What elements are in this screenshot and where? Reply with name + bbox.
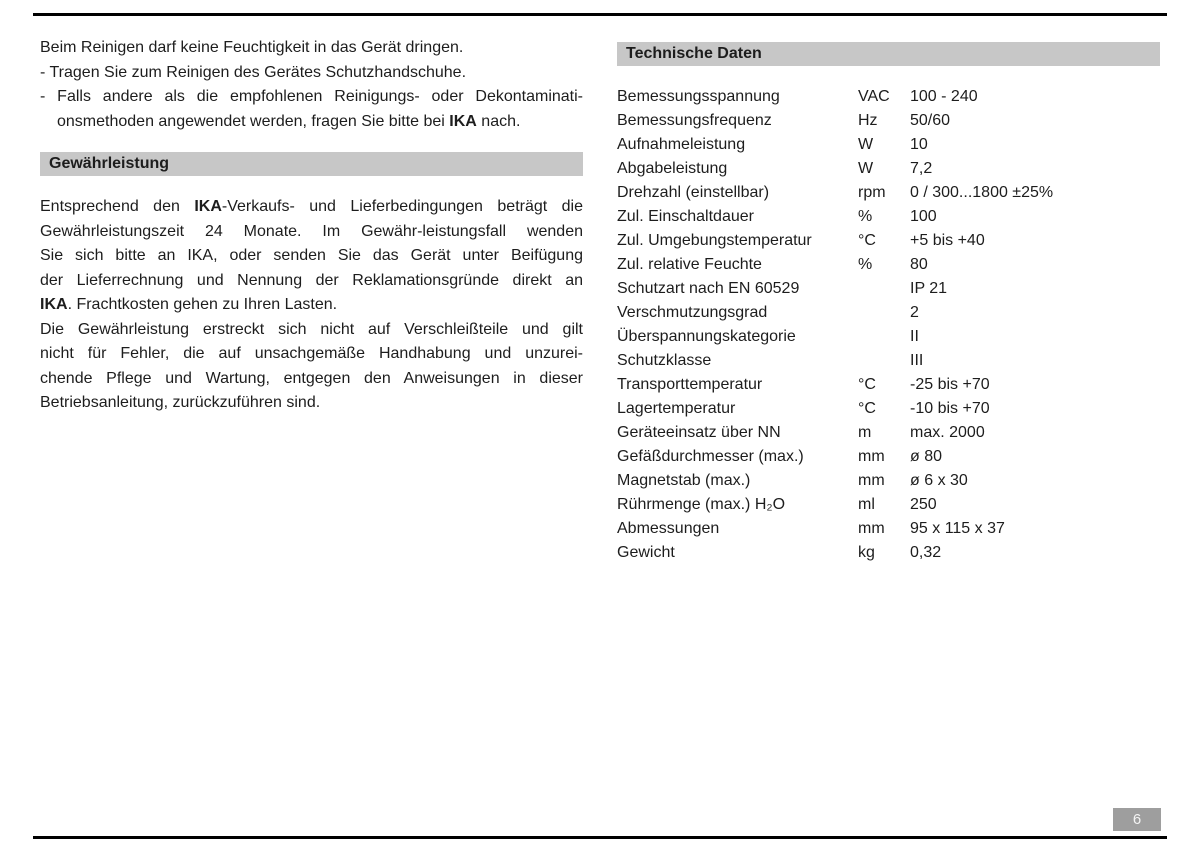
row-value: -10 bis +70	[910, 400, 990, 417]
table-row	[617, 373, 1160, 397]
row-value: max. 2000	[910, 424, 985, 441]
text-line	[40, 318, 583, 343]
row-value: III	[910, 352, 924, 369]
table-row	[617, 301, 1160, 325]
text-segment: der Lieferrechnung und Nennung der Reklamationsgründe direkt an	[40, 271, 583, 289]
text-line	[40, 195, 583, 220]
row-value: ø 6 x 30	[910, 472, 968, 489]
brand-name-ika: IKA	[449, 112, 477, 130]
page-number: 6	[1132, 811, 1142, 828]
row-unit	[858, 277, 910, 301]
text-segment: Beim Reinigen darf keine Feuchtigkeit in das Gerät dringen.	[40, 39, 464, 56]
table-row	[617, 229, 1160, 253]
row-label: Aufnahmeleistung	[617, 136, 746, 153]
row-unit: VAC	[858, 88, 890, 105]
table-row	[617, 181, 1160, 205]
table-row	[617, 517, 1160, 541]
row-unit: °C	[858, 376, 876, 393]
row-value: 100 - 240	[910, 88, 978, 105]
text-line	[40, 391, 583, 416]
table-row	[617, 85, 1160, 109]
row-label: Schutzart nach EN 60529	[617, 280, 800, 297]
row-label: Rührmenge (max.) H₂O	[617, 496, 786, 513]
row-value: 2	[910, 304, 919, 321]
row-label: Schutzklasse	[617, 352, 712, 369]
row-label: Magnetstab (max.)	[617, 472, 751, 489]
text-segment: Entsprechend den	[40, 198, 195, 215]
text-segment: -Verkaufs- und Lieferbedingungen beträgt die	[221, 198, 583, 215]
row-unit: °C	[858, 400, 876, 417]
table-row	[617, 157, 1160, 181]
row-value: II	[910, 328, 919, 345]
row-value: 95 x 115 x 37	[910, 520, 1005, 537]
text-line	[40, 367, 583, 392]
text-line	[40, 244, 583, 269]
text-segment: . Frachtkosten gehen zu Ihren Lasten.	[67, 296, 338, 313]
text-segment: Betriebsanleitung, zurückzuführen sind.	[40, 394, 321, 411]
row-unit: W	[858, 160, 874, 177]
brand-name-ika: IKA	[40, 296, 68, 313]
text-segment: Gewährleistungszeit 24 Monate. Im Gewähr-leistungsfall wenden	[40, 222, 583, 240]
row-label: Abgabeleistung	[617, 160, 728, 177]
table-row	[617, 205, 1160, 229]
row-unit: kg	[858, 544, 875, 561]
row-value: 0,32	[910, 544, 942, 561]
row-value: 7,2	[910, 160, 933, 177]
row-value: 100	[910, 208, 937, 225]
row-label: Bemessungsspannung	[617, 88, 780, 105]
left-column	[40, 36, 583, 416]
table-row	[617, 421, 1160, 445]
row-label: Bemessungsfrequenz	[617, 112, 772, 129]
text-segment: - Tragen Sie zum Reinigen des Gerätes Schutzhandschuhe.	[40, 63, 467, 81]
text-segment: Sie sich bitte an IKA, oder senden Sie das Gerät unter Beifügung	[40, 247, 583, 264]
row-unit	[858, 301, 910, 325]
row-value: -25 bis +70	[910, 376, 990, 393]
section-header-technical-data	[617, 42, 1160, 66]
bottom-rule	[33, 836, 1167, 839]
text-segment: onsmethoden angewendet werden, fragen Sie bitte bei	[57, 112, 450, 130]
row-unit: °C	[858, 232, 876, 249]
text-segment: - Falls andere als die empfohlenen Reinigungs- oder Dekontaminati-	[40, 88, 583, 105]
table-row	[617, 541, 1160, 565]
table-row	[617, 325, 1160, 349]
row-unit: ml	[858, 496, 875, 513]
section-title: Technische Daten	[626, 45, 762, 62]
text-line	[40, 269, 583, 294]
warranty-paragraph-1	[40, 195, 583, 318]
top-rule	[33, 13, 1167, 16]
table-row	[617, 109, 1160, 133]
row-label: Verschmutzungsgrad	[617, 304, 768, 321]
table-row	[617, 133, 1160, 157]
section-header-warranty	[40, 152, 583, 176]
row-value: 50/60	[910, 112, 951, 129]
cleaning-instructions	[40, 36, 583, 134]
text-line	[40, 342, 583, 367]
technical-data-table	[617, 85, 1160, 565]
row-unit: m	[858, 424, 872, 441]
text-segment: nicht für Fehler, die auf unsachgemäße Handhabung und unzurei-	[40, 345, 583, 362]
text-segment: nach.	[476, 112, 521, 130]
text-line	[40, 85, 583, 110]
text-line	[40, 61, 583, 86]
table-row	[617, 397, 1160, 421]
row-value: IP 21	[910, 280, 948, 297]
row-label: Drehzahl (einstellbar)	[617, 184, 770, 201]
row-label: Zul. Umgebungstemperatur	[617, 232, 812, 249]
text-line	[40, 293, 583, 318]
row-value: 250	[910, 496, 937, 513]
table-row	[617, 445, 1160, 469]
row-label: Lagertemperatur	[617, 400, 736, 417]
right-column	[617, 42, 1160, 565]
brand-name-ika: IKA	[194, 198, 222, 215]
row-unit: rpm	[858, 184, 886, 201]
row-label: Geräteeinsatz über NN	[617, 424, 781, 441]
row-unit: %	[858, 256, 873, 273]
row-value: +5 bis +40	[910, 232, 985, 249]
row-label: Überspannungskategorie	[617, 328, 796, 345]
row-label: Abmessungen	[617, 520, 720, 537]
row-unit: mm	[858, 448, 885, 465]
table-row	[617, 349, 1160, 373]
row-value: 10	[910, 136, 928, 153]
row-label: Zul. relative Feuchte	[617, 256, 762, 273]
row-value: ø 80	[910, 448, 943, 465]
row-unit: %	[858, 208, 873, 225]
row-label: Zul. Einschaltdauer	[617, 208, 754, 225]
warranty-paragraph-2	[40, 318, 583, 416]
row-label: Transporttemperatur	[617, 376, 763, 393]
table-row	[617, 493, 1160, 517]
row-unit: mm	[858, 520, 885, 537]
row-unit	[858, 325, 910, 349]
row-value: 0 / 300...1800 ±25%	[910, 184, 1054, 201]
row-unit: Hz	[858, 112, 878, 129]
table-row	[617, 469, 1160, 493]
text-line	[40, 110, 583, 135]
row-unit: mm	[858, 472, 885, 489]
row-label: Gewicht	[617, 544, 675, 561]
text-line	[40, 220, 583, 245]
row-label: Gefäßdurchmesser (max.)	[617, 448, 804, 465]
text-segment: Die Gewährleistung erstreckt sich nicht auf Verschleißteile und gilt	[40, 320, 583, 338]
page-number-badge	[1113, 808, 1161, 831]
table-row	[617, 277, 1160, 301]
row-unit	[858, 349, 910, 373]
row-unit: W	[858, 136, 874, 153]
row-value: 80	[910, 256, 928, 273]
text-segment: chende Pflege und Wartung, entgegen den Anweisungen in dieser	[40, 369, 583, 387]
table-row	[617, 253, 1160, 277]
section-title: Gewährleistung	[49, 155, 170, 172]
text-line	[40, 36, 583, 61]
